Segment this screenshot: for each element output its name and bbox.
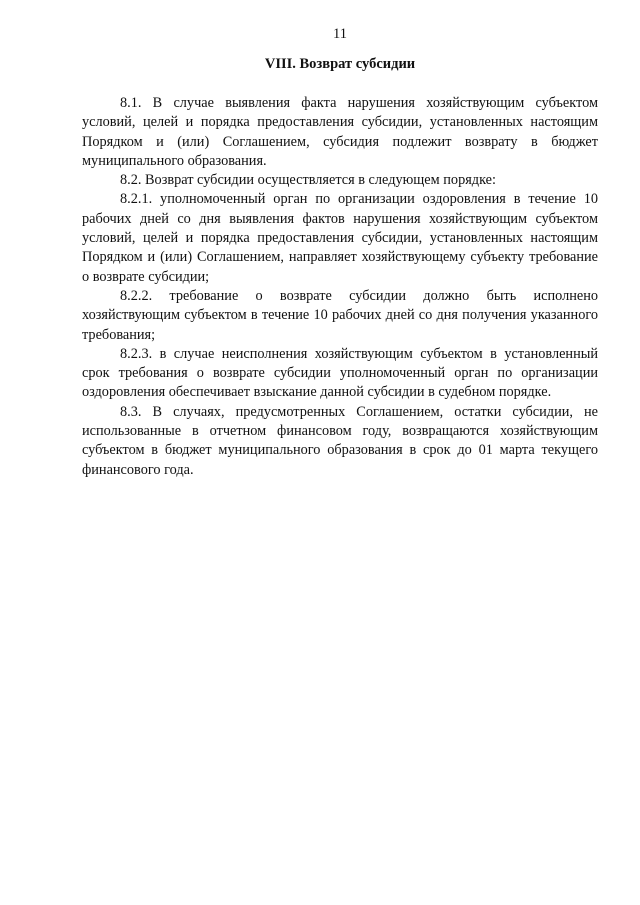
document-body bbox=[82, 94, 598, 480]
paragraph-8-1: 8.1. В случае выявления факта нарушения хозяйствующим субъектом условий, целей и порядка предоставления субсидии, установленных настоящим Порядком и (или) Соглашением, субсидия подлежит возврату в бюджет муниципального образования. bbox=[82, 95, 598, 169]
paragraph-8-2-3: 8.2.3. в случае неисполнения хозяйствующим субъектом в установленный срок требования о возврате субсидии уполномоченный орган по организации оздоровления обеспечивает взыскание данной субсидии в судебном порядке. bbox=[82, 345, 598, 401]
section-title: VIII. Возврат субсидии bbox=[264, 56, 416, 72]
paragraph-8-2-2: 8.2.2. требование о возврате субсидии должно быть исполнено хозяйствующим субъектом в течение 10 рабочих дней со дня получения указанного требования; bbox=[82, 287, 598, 343]
paragraph-8-3: 8.3. В случаях, предусмотренных Соглашением, остатки субсидии, не использованные в отчетном финансовом году, возвращаются хозяйствующим субъектом в бюджет муниципального образования в срок до 01 марта текущего финансового года. bbox=[82, 403, 598, 478]
paragraph-8-2-1: 8.2.1. уполномоченный орган по организации оздоровления в течение 10 рабочих дней со дня выявления фактов нарушения хозяйствующим субъектом условий, целей и порядка предоставления субсидии, установленных настоящим Порядком и (или) Соглашением, направляет хозяйствующему субъекту требование о возврате субсидии; bbox=[82, 191, 598, 285]
paragraph-8-2: 8.2. Возврат субсидии осуществляется в следующем порядке: bbox=[120, 172, 496, 189]
page-number: 11 bbox=[333, 26, 347, 42]
